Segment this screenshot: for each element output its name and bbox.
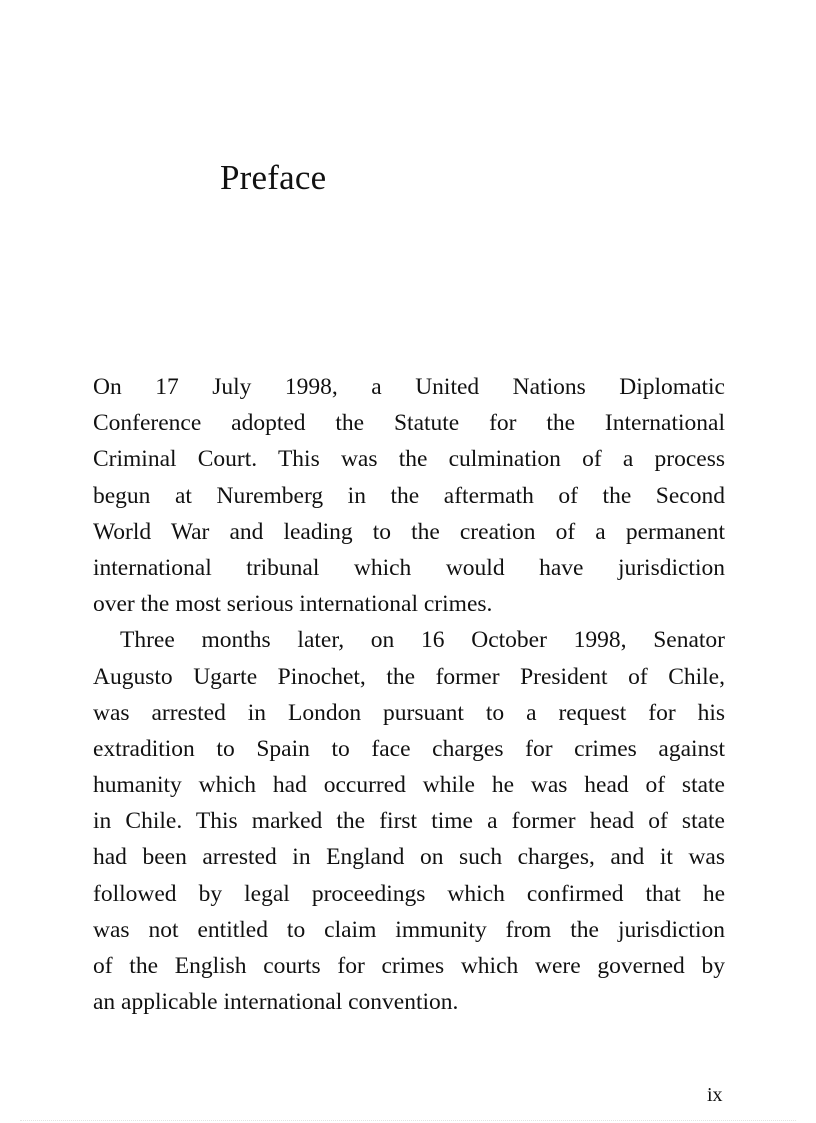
text-line: was arrested in London pursuant to a request for his xyxy=(93,699,725,726)
text-line: of the English courts for crimes which were governed by xyxy=(93,953,725,979)
text-line: Augusto Ugarte Pinochet, the former President of Chile, xyxy=(93,663,725,690)
paragraph-1 xyxy=(93,369,725,622)
text-line: had been arrested in England on such charges, and it was xyxy=(93,844,725,871)
text-line: in Chile. This marked the first time a former head of state xyxy=(93,808,725,835)
page-number: ix xyxy=(707,1084,723,1106)
text-line: an applicable international convention. xyxy=(93,989,459,1016)
text-line: Criminal Court. This was the culmination of a process xyxy=(93,446,725,473)
text-line: extradition to Spain to face charges for crimes against xyxy=(93,735,725,762)
paragraph-2 xyxy=(93,622,725,1020)
body-text xyxy=(93,369,725,1020)
text-line: On 17 July 1998, a United Nations Diplomatic xyxy=(93,374,725,400)
text-line: Conference adopted the Statute for the International xyxy=(93,410,725,437)
text-line: followed by legal proceedings which confirmed that he xyxy=(93,880,725,907)
page-bottom-divider xyxy=(20,1120,796,1121)
text-line: Three months later, on 16 October 1998, Senator xyxy=(120,627,725,654)
text-line: humanity which had occurred while he was head of state xyxy=(93,772,725,799)
page-title: Preface xyxy=(220,158,327,197)
text-line: over the most serious international crimes. xyxy=(93,591,493,618)
text-line: international tribunal which would have jurisdiction xyxy=(93,554,725,581)
text-line: begun at Nuremberg in the aftermath of the Second xyxy=(93,482,725,509)
text-line: World War and leading to the creation of a permanent xyxy=(93,518,725,545)
text-line: was not entitled to claim immunity from the jurisdiction xyxy=(93,916,725,943)
